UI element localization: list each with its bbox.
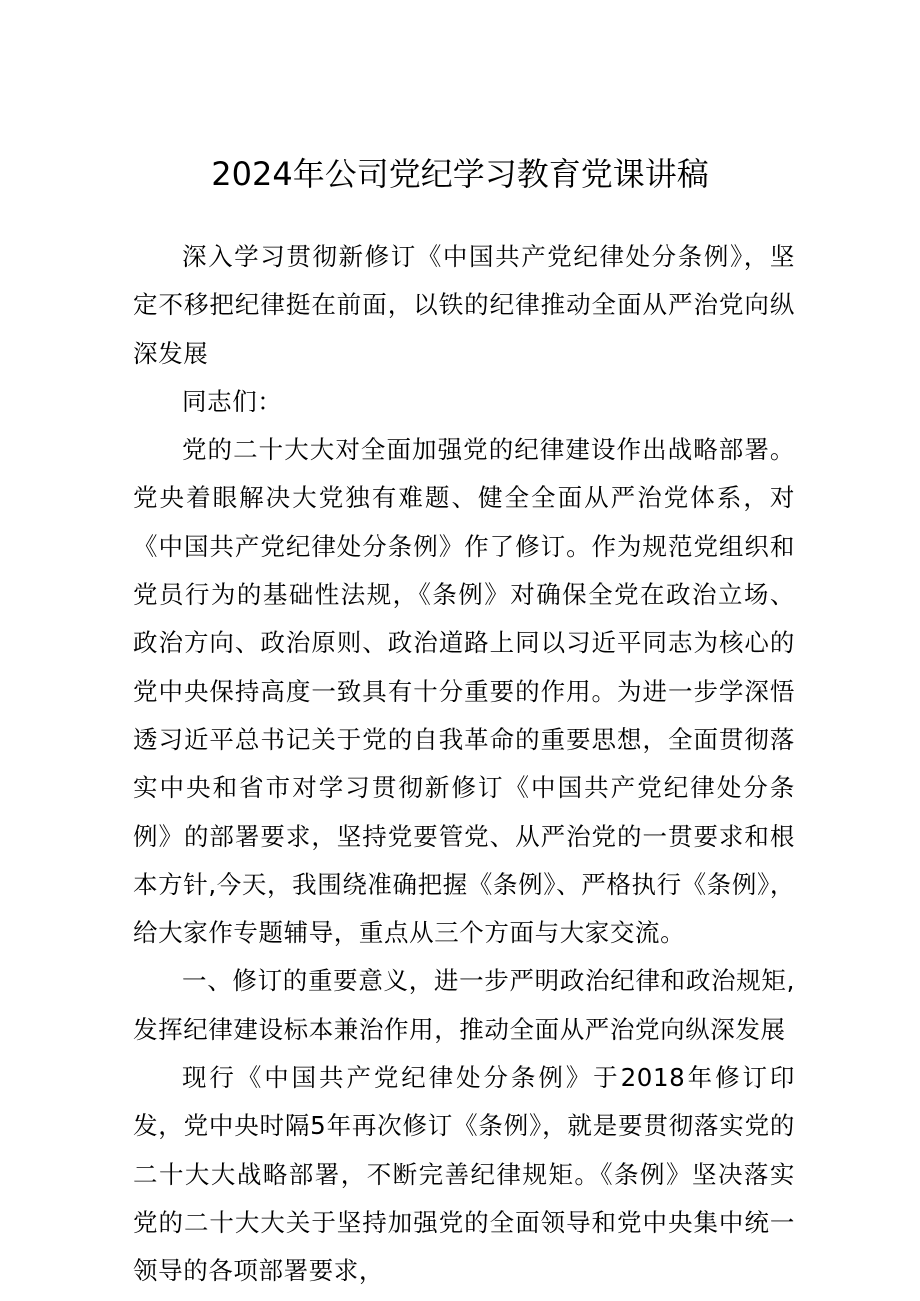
- document-title: 2024年公司党纪学习教育党课讲稿: [211, 155, 709, 193]
- paragraph-salutation: 同志们：: [182, 386, 283, 416]
- document-body: [133, 233, 795, 1296]
- paragraph-heading: 深入学习贯彻新修订《中国共产党纪律处分条例》，坚定不移把纪律挺在前面，以铁的纪律推动全面从严治党向纵深发展: [133, 242, 795, 368]
- paragraph-section-body: 现行《中国共产党纪律处分条例》于2018年修订印发，党中央时隔5年再次修订《条例》，就是要贯彻落实党的二十大大战略部署，不断完善纪律规矩。《条例》坚决落实党的二十大大关于坚持加强党的全面领导和党中央集中统一领导的各项部署要求，: [133, 1063, 795, 1286]
- paragraph-introduction: 党的二十大大对全面加强党的纪律建设作出战略部署。党央着眼解决大党独有难题、健全全面从严治党体系，对《中国共产党纪律处分条例》作了修订。作为规范党组织和党员行为的基础性法规，《条例》对确保全党在政治立场、政治方向、政治原则、政治道路上同以习近平同志为核心的党中央保持高度一致具有十分重要的作用。为进一步学深悟透习近平总书记关于党的自我革命的重要思想，全面贯彻落实中央和省市对学习贯彻新修订《中国共产党纪律处分条例》的部署要求，坚持党要管党、从严治党的一贯要求和根本方针,今天，我围绕准确把握《条例》、严格执行《条例》，给大家作专题辅导，重点从三个方面与大家交流。: [133, 435, 795, 948]
- paragraph-section-heading: 一、修订的重要意义，进一步严明政治纪律和政治规矩,发挥纪律建设标本兼治作用，推动全面从严治党向纵深发展: [133, 966, 795, 1044]
